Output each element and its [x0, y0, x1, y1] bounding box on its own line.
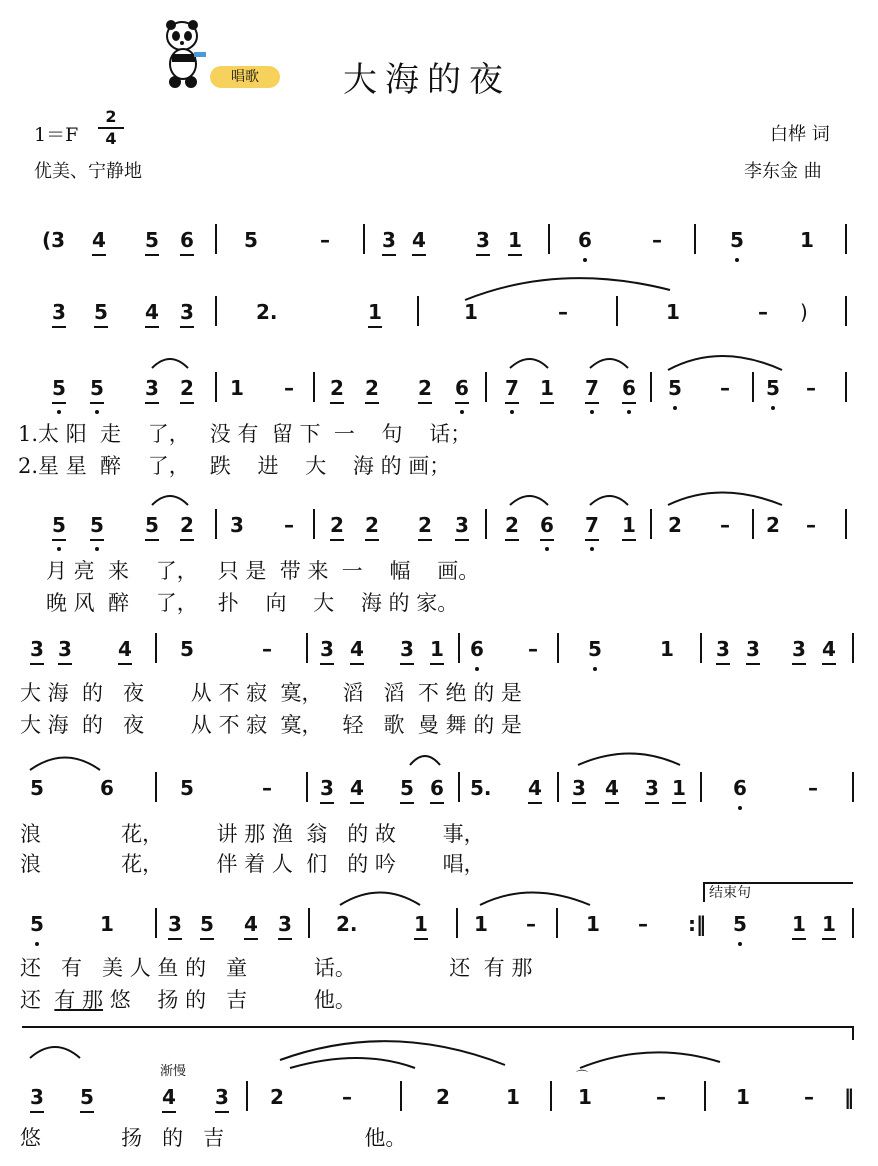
note: 5	[145, 228, 159, 256]
score-row-6	[0, 776, 878, 816]
ritardando-mark: 渐慢	[160, 1064, 187, 1079]
note: –	[262, 637, 272, 661]
lyric-line: 大 海 的 夜 从 不 寂 寞， 轻 歌 曼 舞 的 是	[20, 713, 522, 737]
note: 1	[666, 300, 680, 324]
note: 2	[436, 1085, 450, 1109]
note: 5	[30, 776, 44, 800]
barline	[616, 296, 618, 326]
barline	[548, 224, 550, 254]
barline	[752, 509, 754, 539]
note: –	[558, 300, 568, 324]
note: 2	[330, 513, 344, 541]
barline	[557, 633, 559, 663]
note: )	[800, 300, 808, 324]
note: 5	[588, 637, 602, 661]
note: 3	[645, 776, 659, 804]
lyric-line: 大 海 的 夜 从 不 寂 寞， 滔 滔 不 绝 的 是	[20, 681, 522, 705]
barline	[700, 633, 702, 663]
note: 6	[540, 513, 554, 541]
score-row-4	[0, 513, 878, 553]
time-signature	[98, 108, 124, 148]
barline	[363, 224, 365, 254]
note: 5	[244, 228, 258, 252]
note: 3	[30, 637, 44, 665]
barline	[155, 772, 157, 802]
note: 5	[30, 912, 44, 936]
note: (3	[42, 228, 66, 252]
note: 1	[792, 912, 806, 940]
note: 1	[540, 376, 554, 404]
lyric-line: 月 亮 来 了， 只 是 带 来 一 幅 画。	[46, 559, 480, 583]
lyric-line: 浪 花， 伴 着 人 们 的 吟 唱，	[20, 852, 485, 876]
note: 5	[90, 376, 104, 404]
note: –	[720, 513, 730, 537]
note: 3	[145, 376, 159, 404]
note: 5	[730, 228, 744, 252]
note: 4	[528, 776, 542, 804]
note: 5	[668, 376, 682, 400]
barline	[313, 372, 315, 402]
score-row-8	[0, 1085, 878, 1125]
note: 2	[180, 513, 194, 541]
note: 3	[320, 776, 334, 804]
note: 3	[746, 637, 760, 665]
note: –	[808, 776, 818, 800]
barline	[458, 772, 460, 802]
note: 2	[180, 376, 194, 404]
barline	[650, 509, 652, 539]
note: 1	[100, 912, 114, 936]
note: –	[720, 376, 730, 400]
barline	[485, 509, 487, 539]
barline	[417, 296, 419, 326]
note: 1	[578, 1085, 592, 1109]
barline	[215, 372, 217, 402]
score-row-5	[0, 637, 878, 677]
barline	[313, 509, 315, 539]
note: 2	[668, 513, 682, 537]
lyric-line: 2.星 星 醉 了， 跌 进 大 海 的 画；	[18, 454, 451, 478]
repeat-end: :‖	[688, 912, 706, 936]
barline	[485, 372, 487, 402]
note: 3	[168, 912, 182, 940]
note: –	[284, 513, 294, 537]
barline	[752, 372, 754, 402]
note: 3	[230, 513, 244, 537]
note: –	[638, 912, 648, 936]
barline	[306, 633, 308, 663]
note: 2	[505, 513, 519, 541]
note: 4	[145, 300, 159, 328]
note: 2	[418, 376, 432, 404]
note: –	[806, 513, 816, 537]
note: 6	[733, 776, 747, 800]
note: 3	[476, 228, 490, 256]
song-title: 大海的夜	[343, 60, 511, 100]
note: 3	[792, 637, 806, 665]
note: 1	[368, 300, 382, 328]
note: 1	[672, 776, 686, 804]
note: 3	[455, 513, 469, 541]
note: –	[320, 228, 330, 252]
note: 6	[430, 776, 444, 804]
coda-frame	[22, 1026, 854, 1040]
note: 4	[605, 776, 619, 804]
note: 1	[660, 637, 674, 661]
lyric-line: 晚 风 醉 了， 扑 向 大 海 的 家。	[46, 591, 459, 615]
barline	[700, 772, 702, 802]
coda-label: 结束句	[703, 882, 853, 902]
note: 1	[822, 912, 836, 940]
barline	[845, 372, 847, 402]
barline	[215, 224, 217, 254]
note: –	[528, 637, 538, 661]
note: 1	[414, 912, 428, 940]
barline	[556, 908, 558, 938]
note: –	[656, 1085, 666, 1109]
note: 2	[365, 513, 379, 541]
note: 4	[162, 1085, 176, 1113]
note: 5	[180, 776, 194, 800]
note: 1	[506, 1085, 520, 1109]
note: 6	[470, 637, 484, 661]
note: 4	[350, 637, 364, 665]
score-row-2	[0, 300, 878, 340]
barline	[215, 509, 217, 539]
note: 2	[330, 376, 344, 404]
note: 1	[800, 228, 814, 252]
note: 4	[244, 912, 258, 940]
time-numerator: 2	[105, 107, 117, 126]
note: –	[652, 228, 662, 252]
note: 1	[430, 637, 444, 665]
note: 3	[52, 300, 66, 328]
note: –	[758, 300, 768, 324]
note: –	[526, 912, 536, 936]
note: 5	[733, 912, 747, 936]
note: 3	[320, 637, 334, 665]
note: –	[342, 1085, 352, 1109]
barline	[845, 509, 847, 539]
score-row-1	[0, 228, 878, 268]
note: 2.	[336, 912, 358, 936]
note: 7	[505, 376, 519, 404]
note: 6	[622, 376, 636, 404]
note: 5	[766, 376, 780, 400]
svg-text:⌒: ⌒	[576, 1069, 589, 1083]
final-barline: ‖	[844, 1085, 854, 1109]
note: 6	[578, 228, 592, 252]
barline	[155, 908, 157, 938]
barline	[845, 224, 847, 254]
note: 5	[180, 637, 194, 661]
note: 1	[736, 1085, 750, 1109]
composer-credit: 李东金 曲	[744, 161, 822, 182]
note: 5	[200, 912, 214, 940]
barline	[852, 633, 854, 663]
lyricist-credit: 白桦 词	[770, 124, 830, 145]
barline	[458, 633, 460, 663]
note: 4	[118, 637, 132, 665]
barline	[308, 908, 310, 938]
lyric-line: 还 有 那 悠 扬 的 吉 他。	[20, 988, 356, 1012]
barline	[557, 772, 559, 802]
note: 3	[382, 228, 396, 256]
note: 4	[350, 776, 364, 804]
note: 5	[52, 376, 66, 404]
barline	[852, 772, 854, 802]
note: 5	[52, 513, 66, 541]
key-signature: 1＝F	[34, 124, 79, 146]
note: 5	[90, 513, 104, 541]
barline	[400, 1081, 402, 1111]
note: 3	[278, 912, 292, 940]
barline	[246, 1081, 248, 1111]
note: 1	[586, 912, 600, 936]
sing-badge: 唱歌	[210, 66, 280, 88]
note: 1	[474, 912, 488, 936]
barline	[852, 908, 854, 938]
note: 3	[30, 1085, 44, 1113]
barline	[845, 296, 847, 326]
note: 3	[400, 637, 414, 665]
note: –	[284, 376, 294, 400]
note: 4	[412, 228, 426, 256]
barline	[215, 296, 217, 326]
note: 3	[180, 300, 194, 328]
note: 3	[716, 637, 730, 665]
barline	[155, 633, 157, 663]
note: –	[806, 376, 816, 400]
time-denominator: 4	[105, 129, 117, 148]
note: 3	[572, 776, 586, 804]
note: 3	[215, 1085, 229, 1113]
note: 5	[80, 1085, 94, 1113]
tempo-marking: 优美、宁静地	[34, 161, 142, 182]
note: 1	[508, 228, 522, 256]
note: 4	[822, 637, 836, 665]
note: 2.	[256, 300, 278, 324]
lyric-line: 悠 扬 的 吉 他。	[20, 1126, 407, 1150]
note: 1	[464, 300, 478, 324]
note: 6	[100, 776, 114, 800]
note: 2	[365, 376, 379, 404]
lyric-line: 还 有 美 人 鱼 的 童 话。 还 有 那	[20, 956, 533, 980]
lyric-line: 浪 花， 讲 那 渔 翁 的 故 事，	[20, 822, 485, 846]
note: 2	[418, 513, 432, 541]
note: 6	[455, 376, 469, 404]
barline	[650, 372, 652, 402]
note: 2	[766, 513, 780, 537]
barline	[704, 1081, 706, 1111]
note: 5.	[470, 776, 492, 800]
note: –	[262, 776, 272, 800]
note: 4	[92, 228, 106, 256]
barline	[456, 908, 458, 938]
barline	[306, 772, 308, 802]
barline	[694, 224, 696, 254]
note: 1	[230, 376, 244, 400]
note: 5	[145, 513, 159, 541]
note: 2	[270, 1085, 284, 1109]
note: 5	[400, 776, 414, 804]
barline	[550, 1081, 552, 1111]
score-row-3	[0, 376, 878, 416]
note: 5	[94, 300, 108, 328]
note: 7	[585, 376, 599, 404]
panda-mascot	[162, 18, 208, 90]
note: –	[804, 1085, 814, 1109]
note: 1	[622, 513, 636, 541]
score-row-7	[0, 912, 878, 952]
note: 6	[180, 228, 194, 256]
lyric-line: 1.太 阳 走 了， 没 有 留 下 一 句 话；	[18, 422, 472, 446]
note: 3	[58, 637, 72, 665]
note: 7	[585, 513, 599, 541]
